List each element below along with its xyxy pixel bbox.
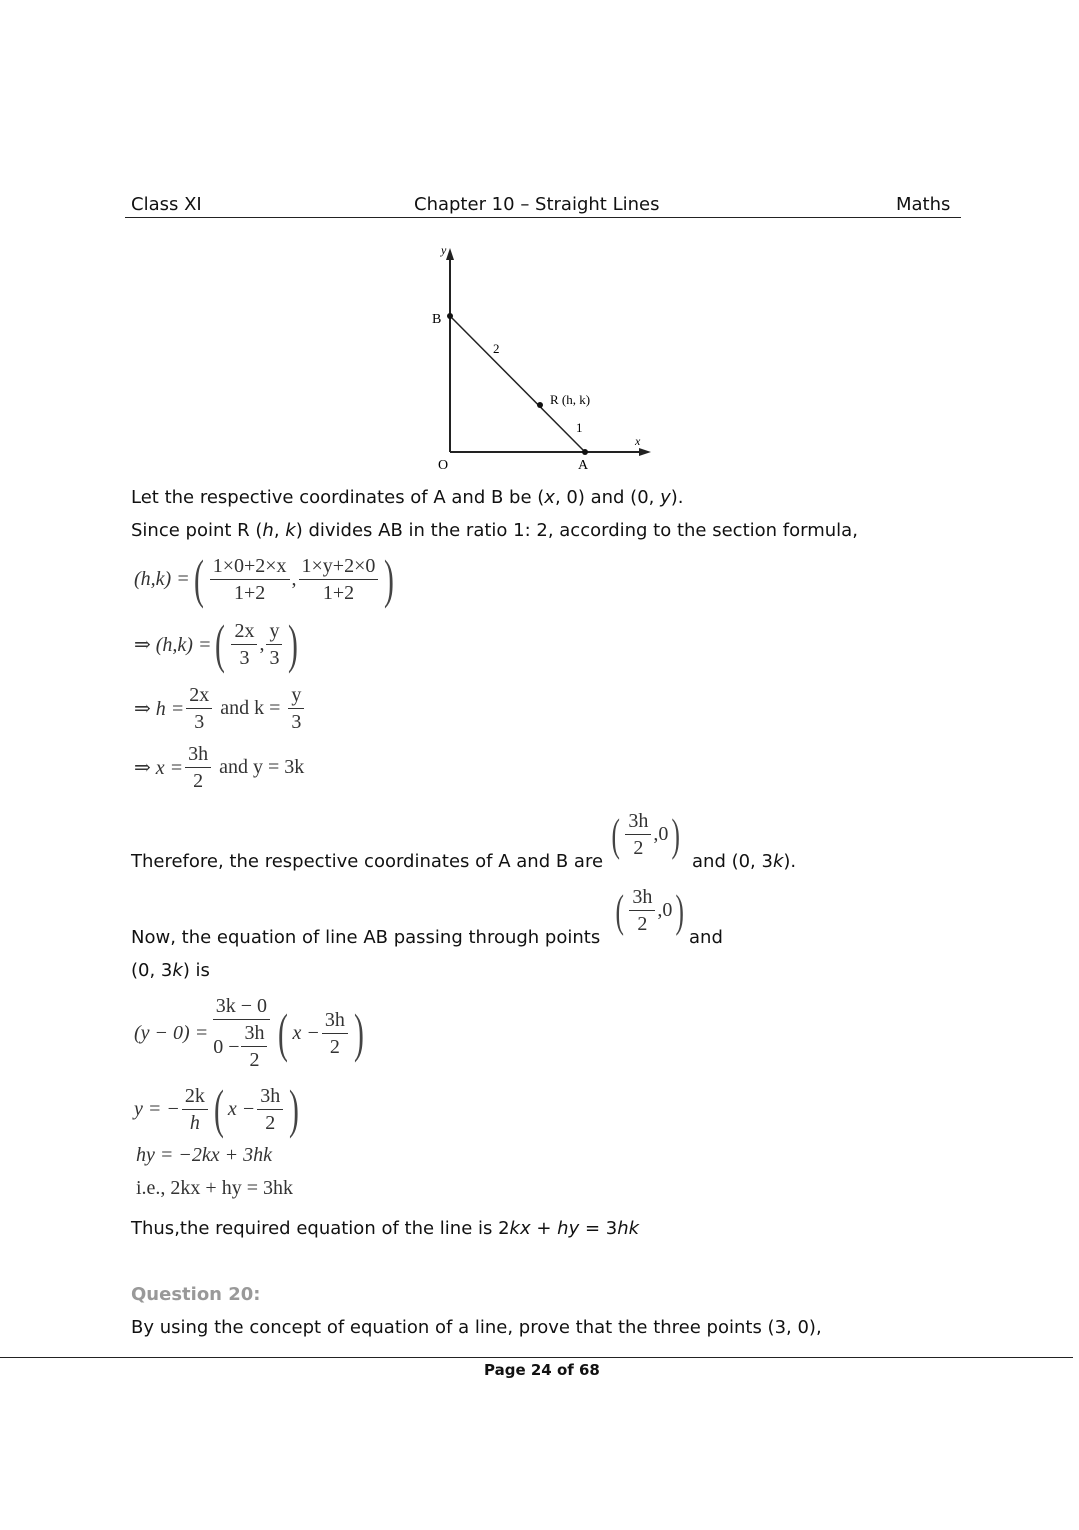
header-chapter: Chapter 10 – Straight Lines [414,194,660,215]
header-subject: Maths [896,194,951,215]
question-text: By using the concept of equation of a line, prove that the three points (3, 0), [131,1317,822,1338]
x-axis-arrow [639,448,651,456]
point-a-expression: ( $\frac{3h}{2}$ ,0 ) [611,808,681,860]
equation-section-formula: (h,k) = ( $\frac{1\times 0+2\times x}{1+2}$ , $\frac{1\times y+2\times 0}{1+2}$ ) [134,549,395,609]
equation-slope-form: y = − $\frac{2k}{h}$ ( x − $\frac{3h}{2}$ ) [134,1079,300,1139]
header-class: Class XI [131,194,202,215]
equation-final: i.e., 2kx + hy = 3hk [136,1177,293,1199]
equation-x-and-y: ⇒ x = $\frac{3h}{2}$ and y = 3k [134,743,305,792]
point-a-expression-2: ( $\frac{3h}{2}$ ,0 ) [615,884,685,936]
y-axis-label: y [441,243,447,257]
point-a-label: A [578,458,589,473]
equation-h-and-k: ⇒ h = $\frac{2x}{3}$ and k = $\frac{y}{3}$ [134,682,306,735]
paragraph-coordinates: Let the respective coordinates of A and B be (x, 0) and (0, y). [131,487,684,508]
y-axis-arrow [446,248,454,260]
question-label: Question 20: [131,1284,261,1305]
paragraph-coordinates-b: and (0, 3k). [692,851,797,872]
paragraph-point-b: (0, 3k) is [131,960,210,981]
line-ab [450,316,585,452]
equation-hk: ⇒ (h,k) = ( $\frac{2x}{3}$ , $\frac{y}{3}$ ) [134,614,299,674]
ratio-label-2: 2 [493,341,500,356]
point-r-label: R (h, k) [550,392,591,407]
paragraph-line-ab: Now, the equation of line AB passing through points [131,927,601,948]
line-diagram [425,240,660,475]
header-rule [125,217,961,218]
footer-rule [0,1357,1073,1358]
point-b-dot [447,313,453,319]
paragraph-and: and [689,927,723,948]
equation-expanded: hy = −2kx + 3hk [136,1144,272,1166]
point-a-dot [582,449,588,455]
point-r-dot [537,402,543,408]
origin-label: O [438,458,449,473]
ratio-label-1: 1 [576,420,583,435]
page-number: Page 24 of 68 [484,1361,600,1379]
paragraph-conclusion: Thus,the required equation of the line is 2kx + hy = 3hk [131,1218,640,1239]
paragraph-coordinates-result: Therefore, the respective coordinates of A and B are [131,851,604,872]
paragraph-section-formula: Since point R (h, k) divides AB in the ratio 1: 2, according to the section formula, [131,520,858,541]
equation-two-point: (y − 0) = 3k − 0 0 − $\frac{3h}{2}$ ( x − $\frac{3h}{2}$ ) [134,995,364,1071]
point-b-label: B [432,312,442,327]
x-axis-label: x [635,434,641,448]
